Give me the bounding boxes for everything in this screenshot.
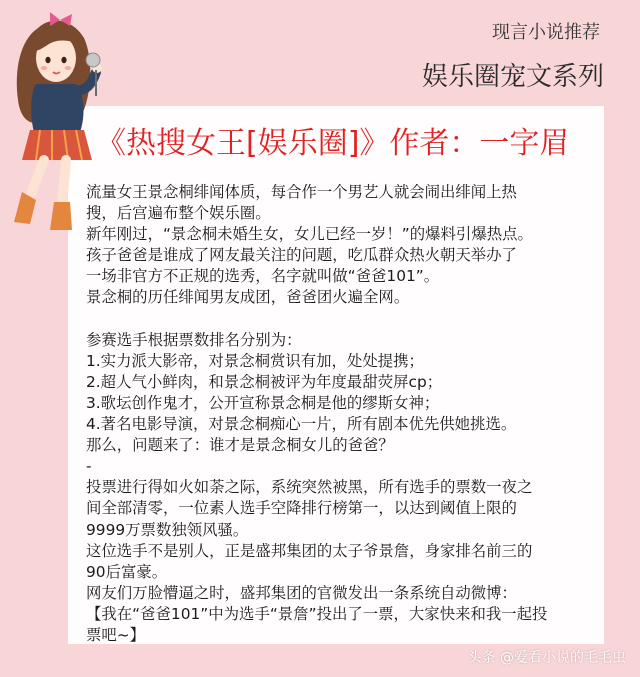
synopsis-line: 票吧~】 bbox=[86, 625, 146, 644]
synopsis-line: 3.歌坛创作鬼才，公开宣称景念桐是他的缪斯女神； bbox=[86, 393, 440, 412]
blush-left bbox=[41, 66, 48, 70]
leg-left bbox=[30, 160, 44, 196]
synopsis-line: 一场非官方不正规的选秀，名字就叫做“爸爸101”。 bbox=[86, 267, 440, 286]
synopsis-line: 流量女王景念桐绯闻体质，每合作一个男艺人就会闹出绯闻上热 bbox=[86, 183, 517, 201]
synopsis-line: 这位选手不是别人，正是盛邦集团的太子爷景詹，身家排名前三的 bbox=[86, 541, 533, 560]
synopsis-line: 网友们万脸懵逼之时，盛邦集团的官微发出一条系统自动微博： bbox=[86, 583, 517, 602]
synopsis-line: 【我在“爸爸101”中为选手“景詹”投出了一票，大家快来和我一起投 bbox=[86, 604, 548, 623]
synopsis-line: 2.超人气小鲜肉，和景念桐被评为年度最甜荧屏cp； bbox=[86, 372, 443, 391]
synopsis-line: 孩子爸爸是谁成了网友最关注的问题，吃瓜群众热火朝天举办了 bbox=[86, 246, 517, 265]
synopsis-line: 间全部清零，一位素人选手空降排行榜第一，以达到阈值上限的 bbox=[86, 499, 517, 518]
synopsis-line bbox=[86, 309, 598, 330]
synopsis-line: 9999万票数独领风骚。 bbox=[86, 520, 249, 539]
synopsis-line: 4.著名电影导演，对景念桐痴心一片，所有剧本优先供她挑选。 bbox=[86, 415, 517, 434]
synopsis-line: - bbox=[86, 457, 92, 476]
synopsis-line: 1.实力派大影帝，对景念桐赏识有加，处处提携； bbox=[86, 351, 424, 370]
synopsis-line: 新年刚过，“景念桐未婚生女，女儿已经一岁！”的爆料引爆热点。 bbox=[86, 225, 533, 244]
synopsis-text bbox=[86, 182, 598, 646]
eye-right bbox=[61, 57, 66, 63]
eye-left bbox=[45, 57, 50, 63]
microphone-icon bbox=[86, 53, 100, 67]
synopsis-line: 90后富豪。 bbox=[86, 562, 168, 581]
synopsis-line: 参赛选手根据票数排名分别为： bbox=[86, 330, 302, 349]
synopsis-line: 搜，后宫遍布整个娱乐圈。 bbox=[86, 204, 271, 223]
blush-right bbox=[65, 66, 72, 70]
leg-right bbox=[62, 160, 66, 204]
synopsis-line: 景念桐的历任绯闻男友成团，爸爸团火遍全网。 bbox=[86, 288, 410, 307]
synopsis-line: 那么，问题来了：谁才是景念桐女儿的爸爸？ bbox=[86, 436, 394, 455]
series-title: 娱乐圈宠文系列 bbox=[421, 62, 604, 92]
synopsis-line: 投票进行得如火如荼之际，系统突然被黑，所有选手的票数一夜之 bbox=[86, 478, 533, 497]
series-tag: 现言小说推荐 bbox=[492, 22, 600, 43]
boot-right bbox=[50, 202, 72, 230]
watermark: 头条 @爱看小说的毛毛虫 bbox=[467, 650, 626, 666]
book-title: 《热搜女王[娱乐圈]》作者：一字眉 bbox=[96, 126, 570, 161]
